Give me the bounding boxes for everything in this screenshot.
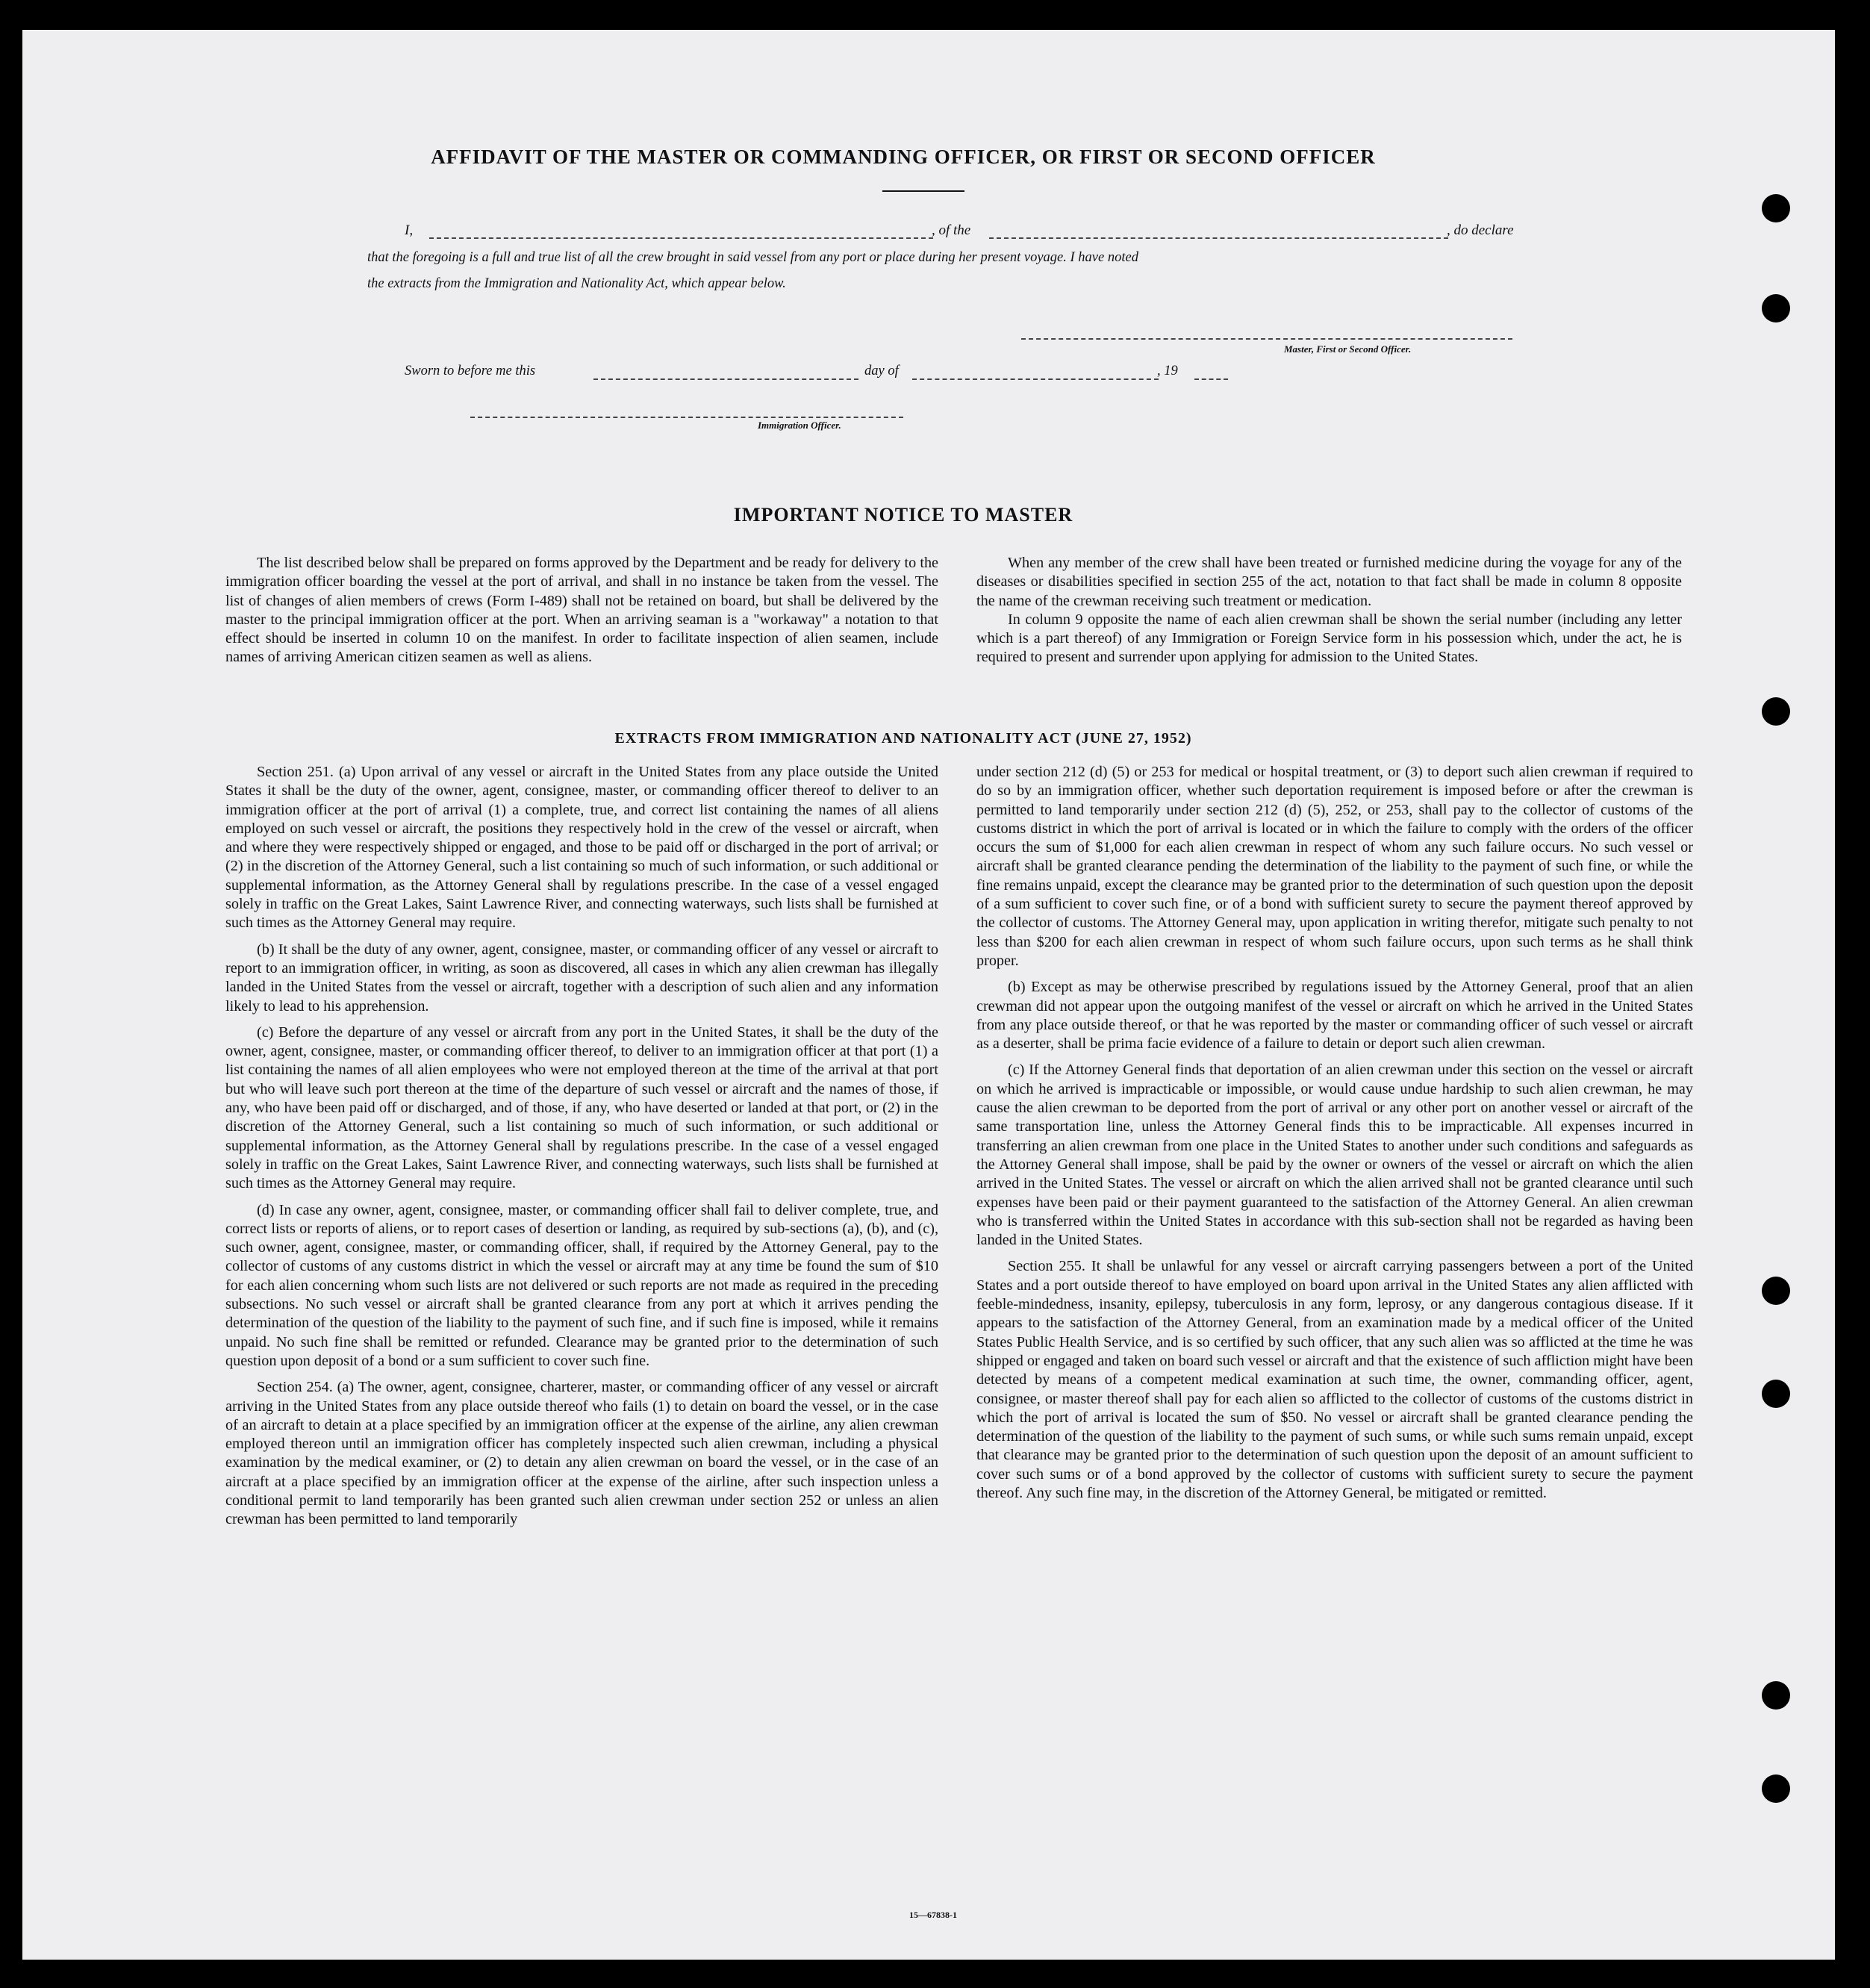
extracts-right-column	[976, 763, 1693, 1510]
day-of-label: day of	[864, 364, 899, 378]
extract-paragraph: (c) Before the departure of any vessel or aircraft from any port in the United States, it shall be the duty of the owner, agent, consignee, master, or commanding officer thereof, to deliver to an immigration officer at that port (1) a list containing the names of all alien employees who were not employed thereon at the time of the arrival at that port but who will leave such port thereon at the time of the departure of such vessel or aircraft and the names of those, if any, who have been paid off or discharged, and of those, if any, who have deserted or landed at that port, or (2) in the discretion of the Attorney General, such a list containing so much of such information, or such additional or supplemental information, as the Attorney General shall by regulations prescribe. In the case of a vessel engaged solely in traffic on the Great Lakes, Saint Lawrence River, and connecting waterways, such lists shall be furnished at such times as the Attorney General may require.	[225, 1023, 938, 1192]
notice-paragraph: The list described below shall be prepared on forms approved by the Department and be ready for delivery to the immigration officer boarding the vessel at the port of arrival, and shall in no instance be taken from the vessel. The list of changes of alien members of crews (Form I-489) shall not be retained on board, but shall be delivered by the master to the principal immigration officer at the port. When an arriving seaman is a "workaway" a notation to that effect should be inserted in column 10 on the manifest. In order to facilitate inspection of alien seamen, include names of arriving American citizen seamen as well as aliens.	[225, 555, 938, 666]
name-line	[429, 237, 933, 239]
do-declare-label: , do declare	[1447, 222, 1514, 238]
sworn-year-line	[1194, 378, 1228, 380]
punch-hole-6	[1762, 1681, 1790, 1710]
declaration-line-2: the extracts from the Immigration and Nationality Act, which appear below.	[367, 276, 786, 291]
officer-signature-caption: Immigration Officer.	[758, 420, 841, 431]
sworn-label: Sworn to before me this	[405, 364, 536, 378]
title-rule	[882, 190, 964, 192]
extract-paragraph: (d) In case any owner, agent, consignee, master, or commanding officer shall fail to deliver complete, true, and correct lists or reports of aliens, or to report cases of desertion or landing, as required by sub-sections (a), (b), and (c), such owner, agent, consignee, master, or commanding officer, shall, if required by the Attorney General, pay to the collector of customs of any customs district in which the vessel or aircraft may at any time be found the sum of $10 for each alien concerning whom such lists are not delivered or such reports are not made as required in the preceding subsections. No such vessel or aircraft shall be granted clearance from any port at which it arrives pending the determination of the question of the liability to the payment of such fine, and if such fine is imposed, while it remains unpaid. No such fine shall be remitted or refunded. Clearance may be granted prior to the determination of such question upon deposit of a bond or a sum sufficient to cover such fine.	[225, 1201, 938, 1369]
extract-paragraph: (c) If the Attorney General finds that deportation of an alien crewman under this section on the vessel or aircraft on which he arrived is impracticable or impossible, or would cause undue hardship to such alien crewman, he may cause the alien crewman to be deported from the port of arrival or any other port on another vessel or aircraft of the same transportation line, unless the Attorney General finds this to be impracticable. All expenses incurred in transferring an alien crewman from one place in the United States to another under such conditions and safeguards as the Attorney General shall impose, shall be paid by the owner or owners of the vessel or aircraft on which the alien arrived in the United States. The vessel or aircraft on which the alien arrived shall not be granted clearance until such expenses have been paid or their payment guaranteed to the satisfaction of the Attorney General. An alien crewman who is transferred within the United States in accordance with this sub-section shall not be regarded as having been landed in the United States.	[976, 1062, 1693, 1249]
master-signature-line	[1021, 338, 1512, 340]
extract-paragraph: Section 251. (a) Upon arrival of any vessel or aircraft in the United States from any place outside the United States it shall be the duty of the owner, agent, consignee, master, or commanding officer thereof to deliver to an immigration officer at the port of arrival (1) a complete, true, and correct list containing the names of all aliens employed on such vessel or aircraft, the positions they respectively hold in the crew of the vessel or aircraft, when and where they were respectively shipped or engaged, and those to be paid off or discharged in the port of arrival; or (2) in the discretion of the Attorney General, such a list containing so much of such information, or such additional or supplemental information, as the Attorney General shall by regulations prescribe. In the case of a vessel engaged solely in traffic on the Great Lakes, Saint Lawrence River, and connecting waterways, such lists shall be furnished at such times as the Attorney General may require.	[225, 764, 938, 932]
extract-paragraph: (b) It shall be the duty of any owner, agent, consignee, master, or commanding officer of any vessel or aircraft to report to an immigration officer, in writing, as soon as discovered, all cases in which any alien crewman has illegally landed in the United States from the vessel or aircraft, together with a description of such alien and any information likely to lead to his apprehension.	[225, 941, 938, 1015]
notice-paragraph: In column 9 opposite the name of each alien crewman shall be shown the serial number (including any letter which is a part thereof) of any Immigration or Foreign Service form in his possession which, under the act, he is required to present and surrender upon applying for admission to the United States.	[976, 611, 1682, 666]
punch-hole-3	[1762, 697, 1790, 726]
extract-paragraph: (b) Except as may be otherwise prescribed by regulations issued by the Attorney General, proof that an alien crewman did not appear upon the outgoing manifest of the vessel or aircraft on which he arrived in the United States from any place outside thereof, or that he was reported by the master or commanding officer of such vessel or aircraft as a deserter, shall be prima facie evidence of a failure to detain or deport such alien crewman.	[976, 979, 1693, 1053]
officer-signature-line	[470, 417, 903, 418]
notice-title: IMPORTANT NOTICE TO MASTER	[733, 504, 1073, 526]
punch-hole-1	[1762, 194, 1790, 222]
sworn-month-line	[912, 378, 1159, 380]
extracts-left-column	[225, 763, 938, 1537]
extracts-title: EXTRACTS FROM IMMIGRATION AND NATIONALITY ACT (JUNE 27, 1952)	[614, 730, 1192, 747]
extract-paragraph: Section 255. It shall be unlawful for any vessel or aircraft carrying passengers between a port of the United States and a port outside thereof to have employed on board upon arrival in the United States any alien afflicted with feeble-mindedness, insanity, epilepsy, tuberculosis in any form, leprosy, or any dangerous contagious disease. If it appears to the satisfaction of the Attorney General, from an examination made by a medical officer of the United States Public Health Service, and is so certified by such officer, that any such alien was so afflicted at the time he was shipped or engaged and taken on board such vessel or aircraft and that the existence of such affliction might have been detected by means of a competent medical examination at such time, the owner, commanding officer, agent, consignee, or master thereof shall pay for each alien so afflicted to the collector of customs of the customs district in which the port of arrival is located the sum of $50. No vessel or aircraft shall be granted clearance pending the determination of the question of the liability to the payment of such sums, or while such sums remain unpaid, except that clearance may be granted prior to the determination of such question upon the deposit of an amount sufficient to cover such sums or of a bond approved by the collector of customs with sufficient surety to secure the payment thereof. Any such fine may, in the discretion of the Attorney General, be mitigated or remitted.	[976, 1258, 1693, 1501]
punch-hole-2	[1762, 294, 1790, 322]
notice-left-column	[225, 554, 938, 667]
affidavit-title: AFFIDAVIT OF THE MASTER OR COMMANDING OFFICER, OR FIRST OR SECOND OFFICER	[431, 146, 1376, 168]
punch-hole-5	[1762, 1380, 1790, 1408]
declaration-line-1: that the foregoing is a full and true list of all the crew brought in said vessel from any port or place during her present voyage. I have noted	[367, 250, 1138, 265]
year-label: , 19	[1157, 364, 1178, 378]
i-label: I,	[405, 222, 414, 238]
extract-paragraph: under section 212 (d) (5) or 253 for medical or hospital treatment, or (3) to deport such alien crewman if required to do so by an immigration officer, whether such deportation requirement is imposed before or after the crewman is permitted to land temporarily under section 212 (d) (5), 252, or 253, shall pay to the collector of customs of the customs district in which the port of arrival is located or in which the failure to comply with the orders of the officer occurs the sum of $1,000 for each alien crewman in respect of whom any such failure occurs. No such vessel or aircraft shall be granted clearance pending the determination of the liability to the payment of such fine, or while the fine remains unpaid, except the clearance may be granted prior to the determination of such question upon the deposit of a sum sufficient to cover such fine, or of a bond with sufficient surety to secure the payment thereof approved by the collector of customs. The Attorney General may, upon application in writing therefor, mitigate such penalty to not less than $200 for each alien crewman in respect of whom such failure occurs, upon such terms as he shall think proper.	[976, 764, 1693, 969]
vessel-line	[989, 237, 1448, 239]
document-page	[22, 30, 1835, 1960]
punch-hole-7	[1762, 1774, 1790, 1803]
sworn-day-line	[593, 378, 858, 380]
notice-paragraph: When any member of the crew shall have been treated or furnished medicine during the voyage for any of the diseases or disabilities specified in section 255 of the act, notation to that fact shall be made in column 8 opposite the name of the crewman receiving such treatment or medication.	[976, 555, 1682, 609]
of-the-label: , of the	[932, 222, 971, 238]
notice-right-column	[976, 554, 1682, 667]
extract-paragraph: Section 254. (a) The owner, agent, consignee, charterer, master, or commanding officer of any vessel or aircraft arriving in the United States from any place outside thereof who fails (1) to detain on board the vessel, or in the case of an aircraft to detain at a place specified by an immigration officer at the expense of the airline, any alien crewman employed thereon until an immigration officer has completely inspected such alien crewman, including a physical examination by the medical examiner, or (2) to detain any alien crewman on board the vessel, or in the case of an aircraft at a place specified by an immigration officer at the expense of the airline, after such inspection unless a conditional permit to land temporarily has been granted such alien crewman under section 252 or unless an alien crewman has been permitted to land temporarily	[225, 1379, 938, 1528]
punch-hole-4	[1762, 1277, 1790, 1305]
master-signature-caption: Master, First or Second Officer.	[1284, 343, 1412, 355]
form-code: 15—67838-1	[909, 1910, 957, 1920]
